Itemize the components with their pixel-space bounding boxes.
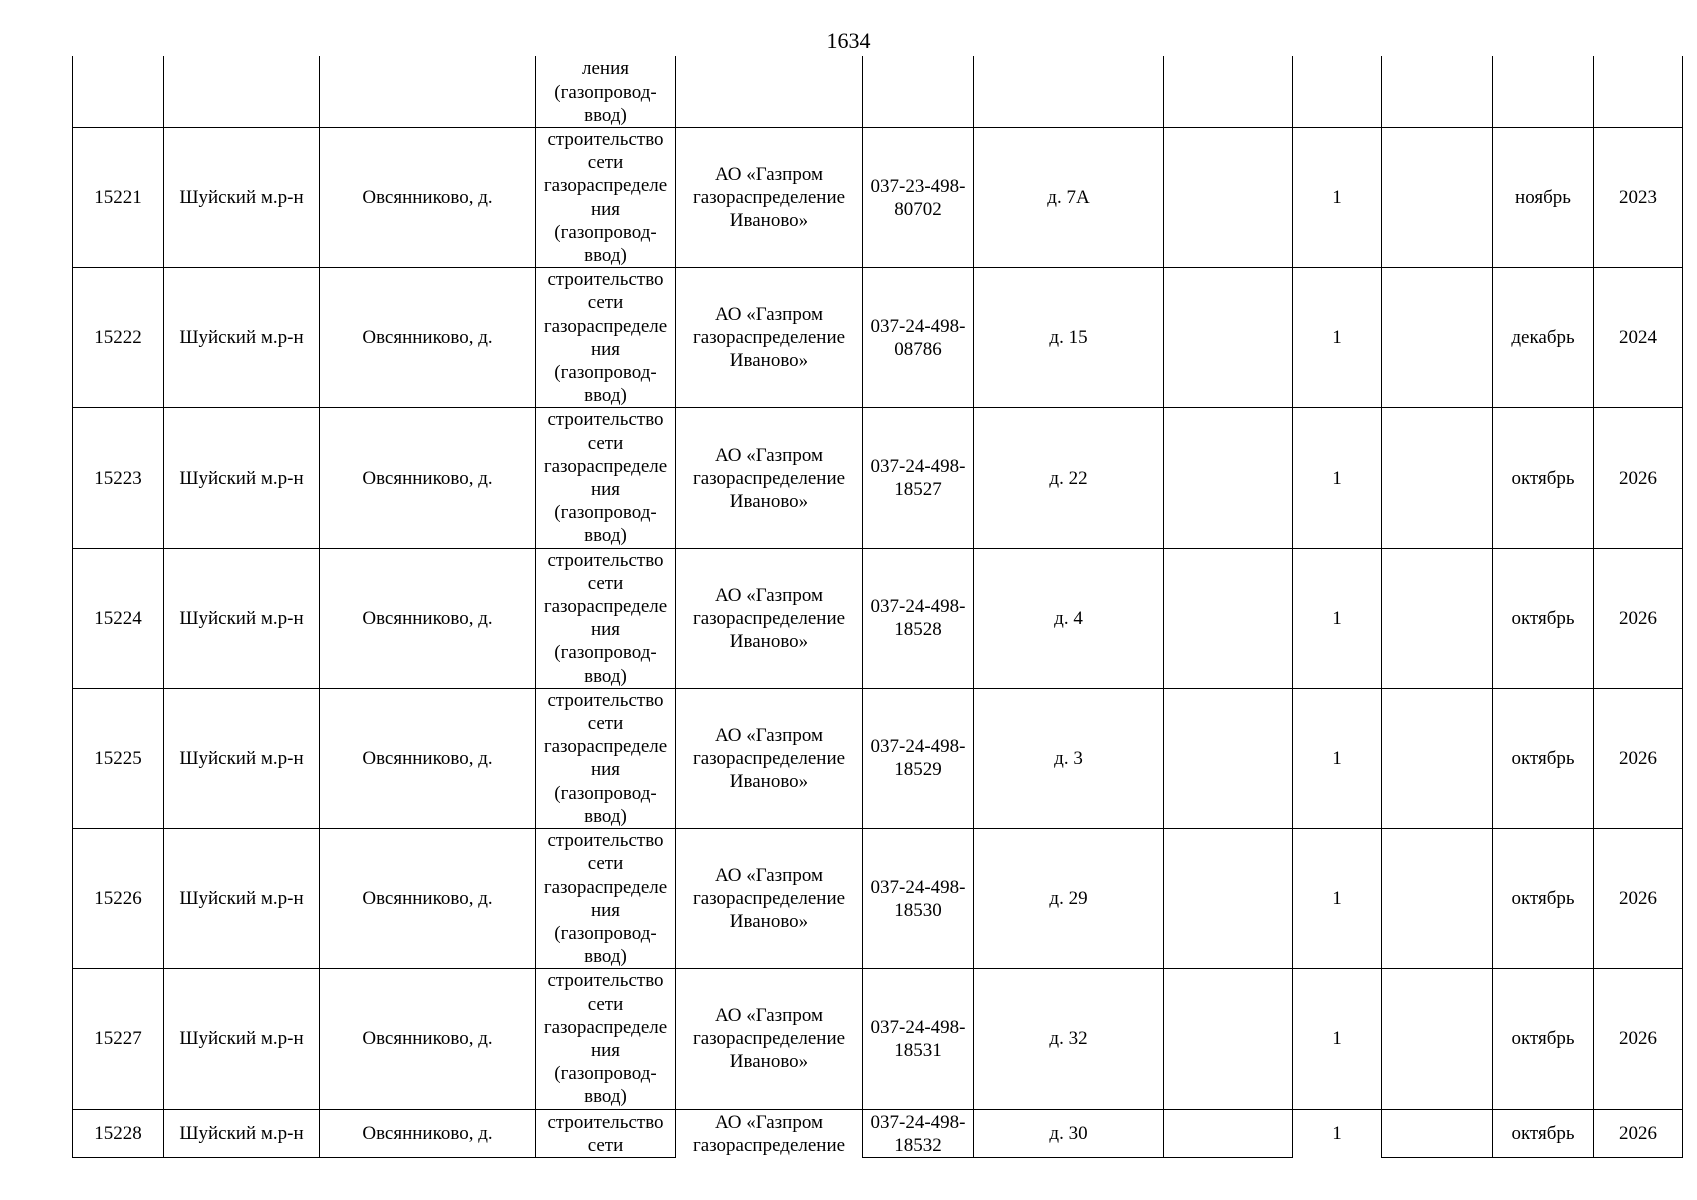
document-sheet	[72, 56, 1683, 1158]
cell-id: 15228	[73, 1109, 164, 1157]
cell-code: 037-24-498-18531	[863, 969, 974, 1109]
cell-organization: АО «Газпром газораспределение	[676, 1109, 863, 1157]
cell-organization: АО «Газпром газораспределение Иваново»	[676, 408, 863, 548]
cell-id: 15222	[73, 268, 164, 408]
cell-extra	[1164, 408, 1293, 548]
cell-settlement: Овсянниково, д.	[320, 829, 536, 969]
cell-settlement: Овсянниково, д.	[320, 408, 536, 548]
cell-extra	[1164, 688, 1293, 828]
cell-note	[1382, 408, 1493, 548]
cell-note	[1382, 128, 1493, 268]
cell-district: Шуйский м.р-н	[164, 969, 320, 1109]
registry-table	[72, 56, 1683, 1158]
cell-extra	[1164, 56, 1293, 128]
cell-count: 1	[1293, 1109, 1382, 1157]
cell-month: октябрь	[1493, 688, 1594, 828]
table-row	[73, 688, 1683, 828]
cell-work: строительство сети газораспределения (газопровод-ввод)	[536, 268, 676, 408]
cell-count: 1	[1293, 548, 1382, 688]
cell-address: д. 3	[974, 688, 1164, 828]
cell-code: 037-23-498-80702	[863, 128, 974, 268]
cell-year: 2026	[1594, 688, 1683, 828]
cell-year: 2026	[1594, 548, 1683, 688]
cell-address: д. 29	[974, 829, 1164, 969]
cell-extra	[1164, 128, 1293, 268]
cell-organization: АО «Газпром газораспределение Иваново»	[676, 829, 863, 969]
cell-code: 037-24-498-18530	[863, 829, 974, 969]
cell-count: 1	[1293, 268, 1382, 408]
cell-work: строительство сети газораспределения (газопровод-ввод)	[536, 548, 676, 688]
cell-extra	[1164, 969, 1293, 1109]
cell-year: 2026	[1594, 1109, 1683, 1157]
cell-code: 037-24-498-08786	[863, 268, 974, 408]
cell-settlement: Овсянниково, д.	[320, 128, 536, 268]
cell-settlement	[320, 56, 536, 128]
cell-note	[1382, 268, 1493, 408]
cell-district: Шуйский м.р-н	[164, 548, 320, 688]
cell-id: 15221	[73, 128, 164, 268]
cell-count: 1	[1293, 128, 1382, 268]
cell-organization: АО «Газпром газораспределение Иваново»	[676, 969, 863, 1109]
cell-address: д. 22	[974, 408, 1164, 548]
cell-district	[164, 56, 320, 128]
table-row	[73, 128, 1683, 268]
cell-count	[1293, 56, 1382, 128]
table-row-last	[73, 1109, 1683, 1157]
cell-month: декабрь	[1493, 268, 1594, 408]
cell-address: д. 15	[974, 268, 1164, 408]
cell-month: ноябрь	[1493, 128, 1594, 268]
cell-month: октябрь	[1493, 1109, 1594, 1157]
cell-count: 1	[1293, 969, 1382, 1109]
cell-organization: АО «Газпром газораспределение Иваново»	[676, 688, 863, 828]
cell-id: 15224	[73, 548, 164, 688]
cell-month: октябрь	[1493, 829, 1594, 969]
table-body	[73, 56, 1683, 1157]
cell-note	[1382, 56, 1493, 128]
cell-month	[1493, 56, 1594, 128]
cell-work: строительство сети	[536, 1109, 676, 1157]
cell-note	[1382, 829, 1493, 969]
table-row	[73, 829, 1683, 969]
cell-settlement: Овсянниково, д.	[320, 268, 536, 408]
cell-district: Шуйский м.р-н	[164, 688, 320, 828]
cell-code: 037-24-498-18532	[863, 1109, 974, 1157]
cell-work: строительство сети газораспределения (газопровод-ввод)	[536, 829, 676, 969]
table-row-continuation	[73, 56, 1683, 128]
cell-settlement: Овсянниково, д.	[320, 548, 536, 688]
cell-year: 2026	[1594, 408, 1683, 548]
cell-work: строительство сети газораспределения (газопровод-ввод)	[536, 688, 676, 828]
cell-year: 2023	[1594, 128, 1683, 268]
cell-month: октябрь	[1493, 408, 1594, 548]
cell-id	[73, 56, 164, 128]
cell-year	[1594, 56, 1683, 128]
cell-settlement: Овсянниково, д.	[320, 688, 536, 828]
cell-address	[974, 56, 1164, 128]
cell-extra	[1164, 548, 1293, 688]
cell-year: 2024	[1594, 268, 1683, 408]
cell-organization: АО «Газпром газораспределение Иваново»	[676, 548, 863, 688]
cell-code: 037-24-498-18527	[863, 408, 974, 548]
cell-month: октябрь	[1493, 969, 1594, 1109]
cell-address: д. 4	[974, 548, 1164, 688]
cell-extra	[1164, 268, 1293, 408]
cell-district: Шуйский м.р-н	[164, 1109, 320, 1157]
cell-year: 2026	[1594, 969, 1683, 1109]
cell-count: 1	[1293, 408, 1382, 548]
cell-work: строительство сети газораспределения (газопровод-ввод)	[536, 408, 676, 548]
cell-organization: АО «Газпром газораспределение Иваново»	[676, 268, 863, 408]
cell-note	[1382, 1109, 1493, 1157]
cell-id: 15223	[73, 408, 164, 548]
cell-year: 2026	[1594, 829, 1683, 969]
cell-note	[1382, 548, 1493, 688]
cell-extra	[1164, 1109, 1293, 1157]
cell-district: Шуйский м.р-н	[164, 128, 320, 268]
cell-extra	[1164, 829, 1293, 969]
cell-organization: АО «Газпром газораспределение Иваново»	[676, 128, 863, 268]
cell-address: д. 7А	[974, 128, 1164, 268]
cell-district: Шуйский м.р-н	[164, 408, 320, 548]
cell-address: д. 32	[974, 969, 1164, 1109]
cell-note	[1382, 969, 1493, 1109]
cell-id: 15226	[73, 829, 164, 969]
page-number: 1634	[826, 28, 871, 53]
cell-month: октябрь	[1493, 548, 1594, 688]
cell-code	[863, 56, 974, 128]
table-row	[73, 408, 1683, 548]
cell-code: 037-24-498-18529	[863, 688, 974, 828]
cell-work: строительство сети газораспределения (газопровод-ввод)	[536, 969, 676, 1109]
cell-note	[1382, 688, 1493, 828]
cell-count: 1	[1293, 829, 1382, 969]
cell-work: строительство сети газораспределения (газопровод-ввод)	[536, 128, 676, 268]
cell-code: 037-24-498-18528	[863, 548, 974, 688]
cell-id: 15227	[73, 969, 164, 1109]
cell-district: Шуйский м.р-н	[164, 268, 320, 408]
cell-count: 1	[1293, 688, 1382, 828]
cell-settlement: Овсянниково, д.	[320, 1109, 536, 1157]
table-row	[73, 548, 1683, 688]
cell-district: Шуйский м.р-н	[164, 829, 320, 969]
cell-organization	[676, 56, 863, 128]
table-row	[73, 268, 1683, 408]
cell-settlement: Овсянниково, д.	[320, 969, 536, 1109]
cell-work: ления (газопровод-ввод)	[536, 56, 676, 128]
table-row	[73, 969, 1683, 1109]
cell-id: 15225	[73, 688, 164, 828]
cell-address: д. 30	[974, 1109, 1164, 1157]
